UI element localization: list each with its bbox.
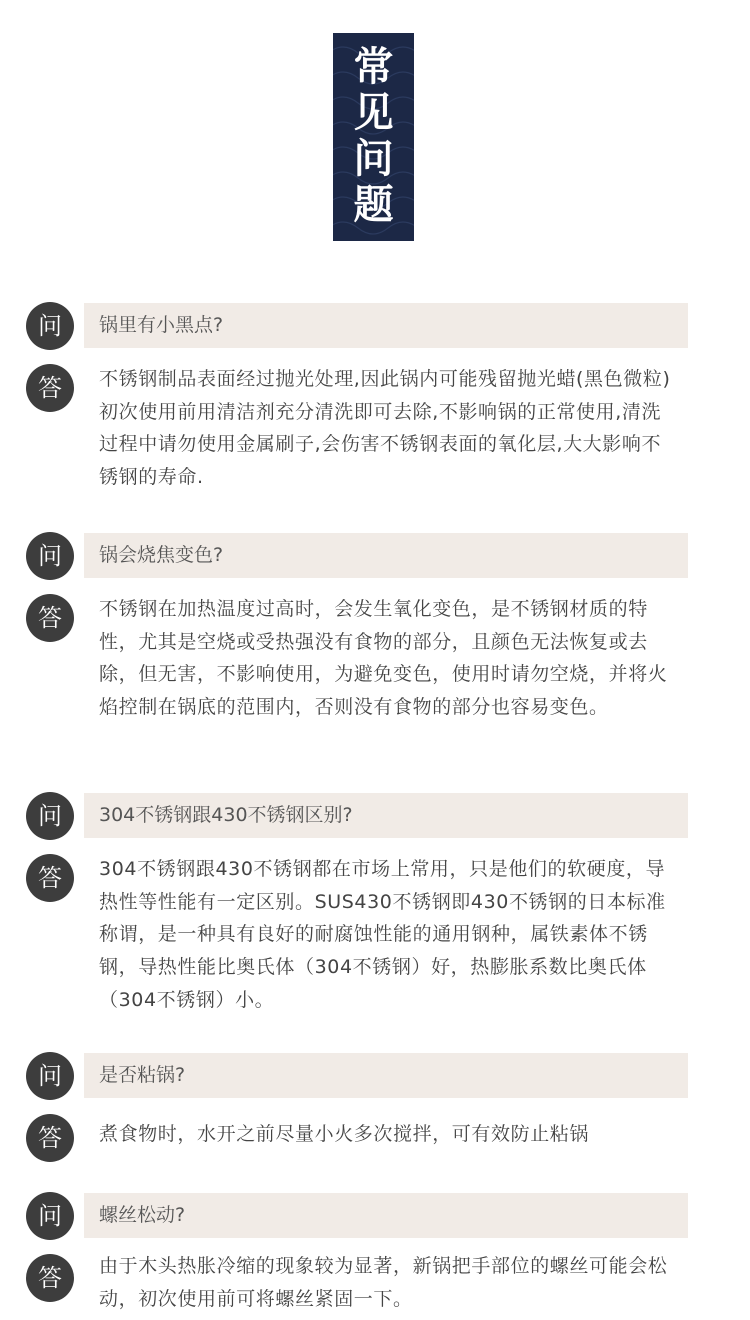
- question-badge: 问: [26, 1052, 74, 1100]
- answer-badge: 答: [26, 364, 74, 412]
- question-bar: [84, 533, 688, 578]
- question-badge: 问: [26, 532, 74, 580]
- question-text: 是否粘锅?: [99, 1064, 186, 1086]
- title-char-4: 题: [353, 181, 394, 228]
- question-badge: 问: [26, 792, 74, 840]
- question-text: 锅会烧焦变色?: [99, 544, 224, 566]
- answer-text: 304不锈钢跟430不锈钢都在市场上常用，只是他们的软硬度，导热性等性能有一定区别。SUS430不锈钢即430不锈钢的日本标准称谓，是一种具有良好的耐腐蚀性能的通用钢种，属铁素体不锈钢，导热性能比奥氏体（304不锈钢）好，热膨胀系数比奥氏体（304不锈钢）小。: [99, 858, 666, 1011]
- question-badge: 问: [26, 1192, 74, 1240]
- answer-badge: 答: [26, 1114, 74, 1162]
- answer-badge: 答: [26, 594, 74, 642]
- title-char-2: 见: [353, 89, 394, 136]
- answer-badge: 答: [26, 854, 74, 902]
- answer-text: 不锈钢在加热温度过高时，会发生氧化变色，是不锈钢材质的特性，尤其是空烧或受热强没有食物的部分，且颜色无法恢复或去除，但无害，不影响使用，为避免变色，使用时请勿空烧，并将火焰控制在锅底的范围内，否则没有食物的部分也容易变色。: [99, 598, 668, 719]
- question-badge: 问: [26, 302, 74, 350]
- question-text: 锅里有小黑点?: [99, 314, 224, 336]
- answer-text: 煮食物时，水开之前尽量小火多次搅拌，可有效防止粘锅: [99, 1123, 590, 1145]
- question-bar: [84, 303, 688, 348]
- answer-text: 不锈钢制品表面经过抛光处理,因此锅内可能残留抛光蜡(黑色微粒)初次使用前用清洁剂充分清洗即可去除,不影响锅的正常使用,清洗过程中请勿使用金属刷子,会伤害不锈钢表面的氧化层,大大影响不锈钢的寿命.: [99, 368, 671, 489]
- faq-title-banner: [333, 33, 414, 241]
- title-char-3: 问: [353, 135, 394, 182]
- answer-text: 由于木头热胀冷缩的现象较为显著，新锅把手部位的螺丝可能会松动，初次使用前可将螺丝紧固一下。: [99, 1255, 668, 1310]
- question-text: 304不锈钢跟430不锈钢区别?: [99, 804, 353, 826]
- question-bar: [84, 1193, 688, 1238]
- answer-badge: 答: [26, 1254, 74, 1302]
- question-bar: [84, 793, 688, 838]
- question-bar: [84, 1053, 688, 1098]
- title-char-1: 常: [353, 43, 394, 90]
- question-text: 螺丝松动?: [99, 1204, 186, 1226]
